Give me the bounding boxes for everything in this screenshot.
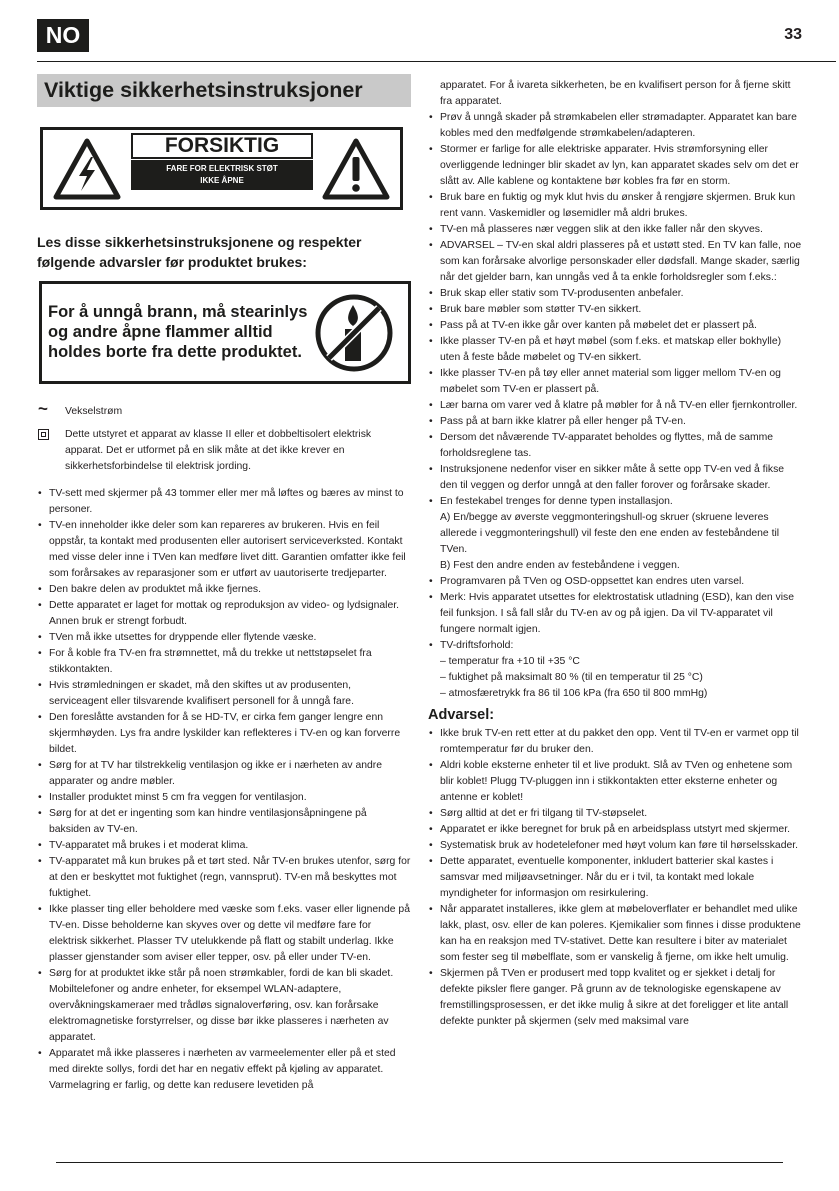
- continuation-text: apparatet. For å ivareta sikkerheten, be en kvalifisert person for å fjerne skitt fra apparatet.: [440, 80, 791, 107]
- list-item: • TVen må ikke utsettes for dryppende eller flytende væske.: [37, 630, 411, 646]
- list-item: • Bruk bare en fuktig og myk klut hvis du ønsker å rengjøre skjermen. Bruk kun rent vann. Vaskemidler og løsemidler må aldri brukes.: [428, 190, 803, 222]
- list-item: • Sørg alltid at det er fri tilgang til TV-støpselet.: [428, 806, 803, 822]
- list-item: • TV-en må plasseres nær veggen slik at den ikke faller når den skyves.: [428, 222, 803, 238]
- list-item: • Skjermen på TVen er produsert med topp kvalitet og er sjekket i detalj for defekte piksler flere ganger. På grunn av de teknologiske egenskapene av fremstillingsprosessen, er det ikke mulig å sikre at det foreligger et lite antall defekte punkter på skjermen (selv med maksimal vare: [428, 966, 803, 1030]
- alternating-current-icon: ~: [38, 399, 48, 418]
- list-item: • TV-sett med skjermer på 43 tommer eller mer må løftes og bæres av minst to personer.: [37, 486, 411, 518]
- list-item: • TV-apparatet må brukes i et moderat klima.: [37, 838, 411, 854]
- page-title: Viktige sikkerhetsinstruksjoner: [37, 74, 411, 107]
- caution-heading: FORSIKTIG: [131, 133, 313, 159]
- left-column: [37, 74, 411, 1094]
- list-item: • Hvis strømledningen er skadet, må den skiftes ut av produsenten, serviceagent eller tilsvarende kvalifisert personell for å unngå fare.: [37, 678, 411, 710]
- right-bullet-list-2: [428, 574, 803, 638]
- symbol-row-ac: [37, 399, 411, 420]
- driftsforhold-item: – fuktighet på maksimalt 80 % (til en temperatur til 25 °C): [440, 672, 703, 683]
- caution-subtext: [131, 160, 313, 190]
- list-item: • Aldri koble eksterne enheter til et live produkt. Slå av TVen og enhetene som blir koblet! Plugg TV-pluggen inn i stikkontakten etter eksterne enheter og antenne er koblet!: [428, 758, 803, 806]
- list-item: • Ikke bruk TV-en rett etter at du pakket den opp. Vent til TV-en er varmet opp til romtemperatur før du bruker den.: [428, 726, 803, 758]
- list-item: • TV-en inneholder ikke deler som kan repareres av brukeren. Hvis en feil oppstår, ta kontakt med produsenten eller autorisert serviceverksted. Kontakt med visse deler inne i TVen kan medføre livet ditt. Garantien omfatter ikke feil som forårsakes av reparasjoner som er utført av uautoriserte tredjeparter.: [37, 518, 411, 582]
- right-bullet-list: [428, 110, 803, 494]
- list-item: [428, 494, 803, 574]
- intro-text: Les disse sikkerhetsinstruksjonene og respekter følgende advarsler før produktet brukes:: [37, 234, 362, 270]
- list-item: • Pass på at TV-en ikke går over kanten på møbelet det er plassert på.: [428, 318, 803, 334]
- list-item: • Apparatet er ikke beregnet for bruk på en arbeidsplass utstyrt med skjermer.: [428, 822, 803, 838]
- exclamation-warning-icon: [322, 138, 390, 200]
- list-item: [428, 638, 803, 702]
- caution-box: [40, 127, 403, 210]
- list-item: • Installer produktet minst 5 cm fra veggen for ventilasjon.: [37, 790, 411, 806]
- left-bullet-list: [37, 486, 411, 1094]
- list-item: • Ikke plasser ting eller beholdere med væske som f.eks. vaser eller lignende på TV-en. Disse beholderne kan skyves over og dette vil medføre fare for elektrisk sikkerhet. Plasser TV utelukkende på flatt og stabilt underlag. Ikke plasser gjenstander som aviser eller tepper, osv. på eller under TV-en.: [37, 902, 411, 966]
- list-item: • Bruk bare møbler som støtter TV-en sikkert.: [428, 302, 803, 318]
- symbol-row-class-ii: [37, 427, 411, 475]
- fire-warning-box: [39, 281, 411, 384]
- electric-shock-warning-icon: [53, 138, 121, 200]
- driftsforhold-list: [428, 638, 803, 702]
- list-item: • Sørg for at produktet ikke står på noen strømkabler, fordi de kan bli skadet. Mobiltelefoner og andre enheter, for eksempel WLAN-adaptere, overvåkningskameraer med trådløs signaloverføring, osv. kan forårsake elektromagnetiske forstyrrelser, og disse bør ikke plasseres i nærheten av apparatet.: [37, 966, 411, 1046]
- driftsforhold-label: • TV-driftsforhold:: [440, 640, 514, 651]
- festekabel-text: • En festekabel trenges for denne typen installasjon.: [440, 496, 673, 507]
- driftsforhold-item: – temperatur fra +10 til +35 °C: [440, 656, 580, 667]
- class-ii-double-square-icon: [38, 429, 49, 440]
- list-item: • ADVARSEL – TV-en skal aldri plasseres på et ustøtt sted. En TV kan falle, noe som kan forårsake alvorlige personskader eller dødsfall. Mange skader, særlig når det gjelder barn, kan unngås ved å ta enkle forholdsregler som f.eks.:: [428, 238, 803, 286]
- list-item: • Når apparatet installeres, ikke glem at møbeloverflater er behandlet med ulike lakk, plast, osv. eller de kan poleres. Kjemikalier som finnes i disse produktene kan ha en reaksjon med TV-stativet. Dette kan resultere i biter av materialet som fester seg til møbelflate, som er vanskelig å fjerne, om ikke helt umulig.: [428, 902, 803, 966]
- list-item: • Systematisk bruk av hodetelefoner med høyt volum kan føre til hørselsskader.: [428, 838, 803, 854]
- list-item: • Prøv å unngå skader på strømkabelen eller strømadapter. Apparatet kan bare kobles med den medfølgende strømkabelen/adapteren.: [428, 110, 803, 142]
- no-open-flame-icon: [314, 293, 394, 373]
- list-item: • Sørg for at TV har tilstrekkelig ventilasjon og ikke er i nærheten av andre apparater og andre møbler.: [37, 758, 411, 790]
- caution-line-2: IKKE ÅPNE: [200, 176, 244, 185]
- footer-rule: [56, 1162, 783, 1163]
- list-item: • Lær barna om varer ved å klatre på møbler for å nå TV-en eller fjernkontroller.: [428, 398, 803, 414]
- list-item: • For å koble fra TV-en fra strømnettet, må du trekke ut nettstøpselet fra stikkontakten.: [37, 646, 411, 678]
- list-item: • Pass på at barn ikke klatrer på eller henger på TV-en.: [428, 414, 803, 430]
- list-item: • Merk: Hvis apparatet utsettes for elektrostatisk utladning (ESD), kan den vise feil funksjon. I så fall slår du TV-en av og på igjen. Da vil TV-apparatet vil fungere normalt igjen.: [428, 590, 803, 638]
- advarsel-bullet-list: [428, 726, 803, 1030]
- list-item: • TV-apparatet må kun brukes på et tørt sted. Når TV-en brukes utenfor, sørg for at den er beskyttet mot fuktighet (regn, vannsprut). TV-en må beskyttes mot fuktighet.: [37, 854, 411, 902]
- list-item: • Programvaren på TVen og OSD-oppsettet kan endres uten varsel.: [428, 574, 803, 590]
- symbol-text: Vekselstrøm: [65, 406, 123, 417]
- list-item: • Instruksjonene nedenfor viser en sikker måte å sette opp TV-en ved å fikse den til veggen og derfor unngå at den faller forover og forårsake skader.: [428, 462, 803, 494]
- list-item: • Dette apparatet er laget for mottak og reproduksjon av video- og lydsignaler. Annen bruk er strengt forbudt.: [37, 598, 411, 630]
- list-item: • Sørg for at det er ingenting som kan hindre ventilasjonsåpningene på baksiden av TV-en.: [37, 806, 411, 838]
- festekabel-step-b: B) Fest den andre enden av festebåndene i veggen.: [440, 560, 680, 571]
- advarsel-heading: Advarsel:: [428, 707, 495, 723]
- fire-warning-text: For å unngå brann, må stearinlys og andre åpne flammer alltid holdes borte fra dette produktet.: [48, 303, 308, 361]
- list-item: • Ikke plasser TV-en på et høyt møbel (som f.eks. et matskap eller bokhylle) uten å feste både møbelet og TV-en sikkert.: [428, 334, 803, 366]
- header-rule: [37, 61, 836, 62]
- symbol-text: Dette utstyret et apparat av klasse II eller et dobbeltisolert elektrisk apparat. Det er utformet på en slik måte at det ikke krever en sikkerhetsforbindelse til elektrisk jording.: [65, 429, 372, 472]
- list-item: • Apparatet må ikke plasseres i nærheten av varmeelementer eller på et sted med direkte sollys, fordi det har en negativ effekt på kjøling av apparatet. Varmelagring er farlig, og dette kan redusere levetiden på: [37, 1046, 411, 1094]
- caution-line-1: FARE FOR ELEKTRISK STØT: [166, 164, 278, 173]
- page-number: 33: [784, 26, 802, 43]
- list-item: • Stormer er farlige for alle elektriske apparater. Hvis strømforsyning eller overliggende ledninger blir skadet av lyn, kan apparatet skades selv om det er slått av. Alle kablene og kontaktene bør kobles fra før en storm.: [428, 142, 803, 190]
- list-item: • Dersom det nåværende TV-apparatet beholdes og flyttes, må de samme forholdsreglene tas.: [428, 430, 803, 462]
- list-item: • Ikke plasser TV-en på tøy eller annet material som ligger mellom TV-en og møbelet som TV-en er plassert på.: [428, 366, 803, 398]
- language-tag: NO: [37, 19, 89, 52]
- list-item: • Dette apparatet, eventuelle komponenter, inkludert batterier skal kastes i samsvar med miljøavsetninger. Når du er i tvil, ta kontakt med lokale myndigheter for informasjon om resirkulering.: [428, 854, 803, 902]
- festekabel-step-a: A) En/begge av øverste veggmonteringshull-og skruer (skruene leveres allerede i veggmonteringshull) vil feste den ene enden av festebåndene til TVen.: [440, 512, 780, 555]
- driftsforhold-item: – atmosfæretrykk fra 86 til 106 kPa (fra 650 til 800 mmHg): [440, 688, 708, 699]
- list-item: • Bruk skap eller stativ som TV-produsenten anbefaler.: [428, 286, 803, 302]
- right-column: [428, 78, 803, 1030]
- festekabel-list: [428, 494, 803, 574]
- list-item: • Den foreslåtte avstanden for å se HD-TV, er cirka fem ganger lengre enn skjermhøyden. Lys fra andre lyskilder kan reflekteres i TV-en og kan forverre bildet.: [37, 710, 411, 758]
- list-item: • Den bakre delen av produktet må ikke fjernes.: [37, 582, 411, 598]
